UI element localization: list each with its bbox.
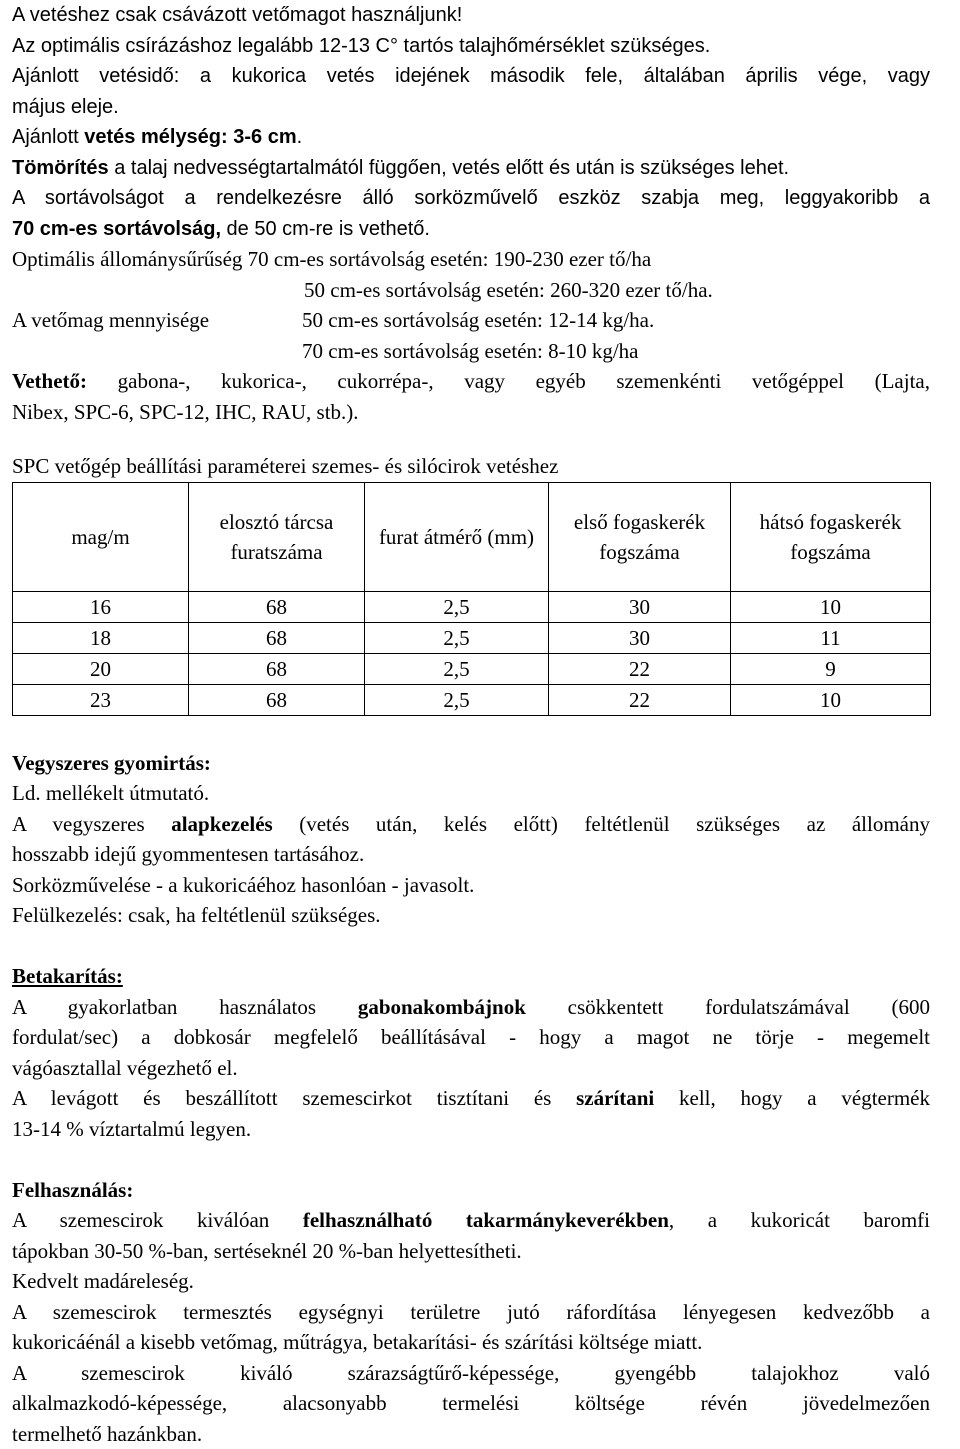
section-heading	[12, 961, 930, 992]
table-header-cell: elosztó tárcsa furatszáma	[189, 482, 365, 591]
table-row	[13, 684, 931, 715]
text-line: Sorközművelése - a kukoricáéhoz hasonlóan - javasolt.	[12, 870, 930, 901]
weed-control-section	[12, 748, 930, 931]
bold-span: szárítani	[576, 1086, 654, 1110]
document-page	[12, 0, 930, 1449]
table-cell: 10	[731, 684, 931, 715]
text-span: A szemescirok kiválóan	[12, 1208, 303, 1232]
bold-span: Betakarítás:	[12, 964, 123, 988]
text-line	[12, 122, 930, 153]
text-line: alkalmazkodó-képessége, alacsonyabb termelési költsége révén jövedelmezően	[12, 1388, 930, 1419]
section-heading	[12, 1175, 930, 1206]
text-span: Ajánlott	[12, 126, 84, 148]
table-cell: 18	[13, 622, 189, 653]
harvest-section	[12, 961, 930, 1144]
text-line: kukoricáénál a kisebb vetőmag, műtrágya, betakarítási- és szárítási költsége miatt.	[12, 1327, 930, 1358]
bold-span: alapkezelés	[171, 812, 272, 836]
text-line	[12, 214, 930, 245]
spacer	[12, 1144, 930, 1175]
bold-span: Tömörítés	[12, 157, 109, 179]
text-line: A vetéshez csak csávázott vetőmagot használjunk!	[12, 0, 930, 31]
text-span: kell, hogy a végtermék	[654, 1086, 930, 1110]
usage-section	[12, 1175, 930, 1449]
text-line: A szemescirok termesztés egységnyi területre jutó ráfordítása lényegesen kedvezőbb a	[12, 1297, 930, 1328]
settings-table	[12, 482, 931, 716]
section-heading	[12, 748, 930, 779]
text-line: Felülkezelés: csak, ha feltétlenül szükséges.	[12, 900, 930, 931]
text-span: de 50 cm-re is vethető.	[221, 218, 430, 240]
table-cell: 22	[549, 684, 731, 715]
bold-span: vetés mélység: 3-6 cm	[84, 126, 296, 148]
intro-section	[12, 0, 930, 427]
table-header-row	[13, 482, 931, 591]
table-header-cell: mag/m	[13, 482, 189, 591]
text-line: vágóasztallal végezhető el.	[12, 1053, 930, 1084]
text-span: A gyakorlatban használatos	[12, 995, 358, 1019]
table-row	[13, 622, 931, 653]
text-line: A sortávolságot a rendelkezésre álló sorközművelő eszköz szabja meg, leggyakoribb a	[12, 183, 930, 214]
table-header-cell: hátsó fogaskerék fogszáma	[731, 482, 931, 591]
table-row	[13, 653, 931, 684]
text-line: Optimális állománysűrűség 70 cm-es sortávolság esetén: 190-230 ezer tő/ha	[12, 244, 930, 275]
table-cell: 2,5	[365, 684, 549, 715]
bold-span: gabonakombájnok	[358, 995, 526, 1019]
table-section	[12, 451, 930, 716]
text-line: Az optimális csírázáshoz legalább 12-13 C° tartós talajhőmérséklet szükséges.	[12, 31, 930, 62]
table-cell: 2,5	[365, 653, 549, 684]
table-cell: 23	[13, 684, 189, 715]
bold-span: Felhasználás:	[12, 1178, 133, 1202]
text-line: Kedvelt madáreleség.	[12, 1266, 930, 1297]
text-span: A vetőmag mennyisége	[12, 305, 302, 336]
text-line: 70 cm-es sortávolság esetén: 8-10 kg/ha	[12, 336, 930, 367]
text-line	[12, 992, 930, 1023]
table-header-cell: első fogaskerék fogszáma	[549, 482, 731, 591]
bold-span: felhasználható takarmánykeverékben	[303, 1208, 669, 1232]
table-cell: 16	[13, 591, 189, 622]
table-cell: 68	[189, 653, 365, 684]
table-cell: 68	[189, 591, 365, 622]
table-cell: 68	[189, 622, 365, 653]
text-line: május eleje.	[12, 92, 930, 123]
bold-span: 70 cm-es sortávolság,	[12, 218, 221, 240]
table-cell: 2,5	[365, 622, 549, 653]
text-line	[12, 1205, 930, 1236]
text-line: termelhető hazánkban.	[12, 1419, 930, 1449]
text-line	[12, 366, 930, 397]
table-cell: 30	[549, 591, 731, 622]
text-line: 13-14 % víztartalmú legyen.	[12, 1114, 930, 1145]
text-line	[12, 1083, 930, 1114]
table-caption: SPC vetőgép beállítási paraméterei szemes- és silócirok vetéshez	[12, 451, 930, 482]
table-cell: 10	[731, 591, 931, 622]
text-span: , a kukoricát baromfi	[669, 1208, 930, 1232]
table-cell: 30	[549, 622, 731, 653]
text-line	[12, 153, 930, 184]
text-line	[12, 809, 930, 840]
text-line: hosszabb idejű gyommentesen tartásához.	[12, 839, 930, 870]
text-line: tápokban 30-50 %-ban, sertéseknél 20 %-ban helyettesítheti.	[12, 1236, 930, 1267]
text-span: (vetés után, kelés előtt) feltétlenül szükséges az állomány	[273, 812, 930, 836]
text-span: gabona-, kukorica-, cukorrépa-, vagy egyéb szemenkénti vetőgéppel (Lajta,	[87, 369, 930, 393]
text-line: fordulat/sec) a dobkosár megfelelő beállításával - hogy a magot ne törje - megemelt	[12, 1022, 930, 1053]
table-cell: 9	[731, 653, 931, 684]
spacer	[12, 931, 930, 962]
text-line: Ld. mellékelt útmutató.	[12, 778, 930, 809]
table-row	[13, 591, 931, 622]
text-line: A szemescirok kiváló szárazságtűrő-képessége, gyengébb talajokhoz való	[12, 1358, 930, 1389]
table-cell: 22	[549, 653, 731, 684]
table-cell: 11	[731, 622, 931, 653]
bold-span: Vegyszeres gyomirtás:	[12, 751, 211, 775]
text-span: .	[297, 126, 303, 148]
text-span: a talaj nedvességtartalmától függően, vetés előtt és után is szükséges lehet.	[109, 157, 789, 179]
table-cell: 20	[13, 653, 189, 684]
text-span: A vegyszeres	[12, 812, 171, 836]
text-span: csökkentett fordulatszámával (600	[526, 995, 930, 1019]
text-line	[12, 305, 930, 336]
text-line: Nibex, SPC-6, SPC-12, IHC, RAU, stb.).	[12, 397, 930, 428]
bold-span: Vethető:	[12, 369, 87, 393]
table-header-cell: furat átmérő (mm)	[365, 482, 549, 591]
text-line: 50 cm-es sortávolság esetén: 260-320 ezer tő/ha.	[12, 275, 930, 306]
text-line: Ajánlott vetésidő: a kukorica vetés idejének második fele, általában április vége, vagy	[12, 61, 930, 92]
table-cell: 68	[189, 684, 365, 715]
text-span: A levágott és beszállított szemescirkot tisztítani és	[12, 1086, 576, 1110]
table-cell: 2,5	[365, 591, 549, 622]
text-span: 50 cm-es sortávolság esetén: 12-14 kg/ha.	[302, 308, 654, 332]
